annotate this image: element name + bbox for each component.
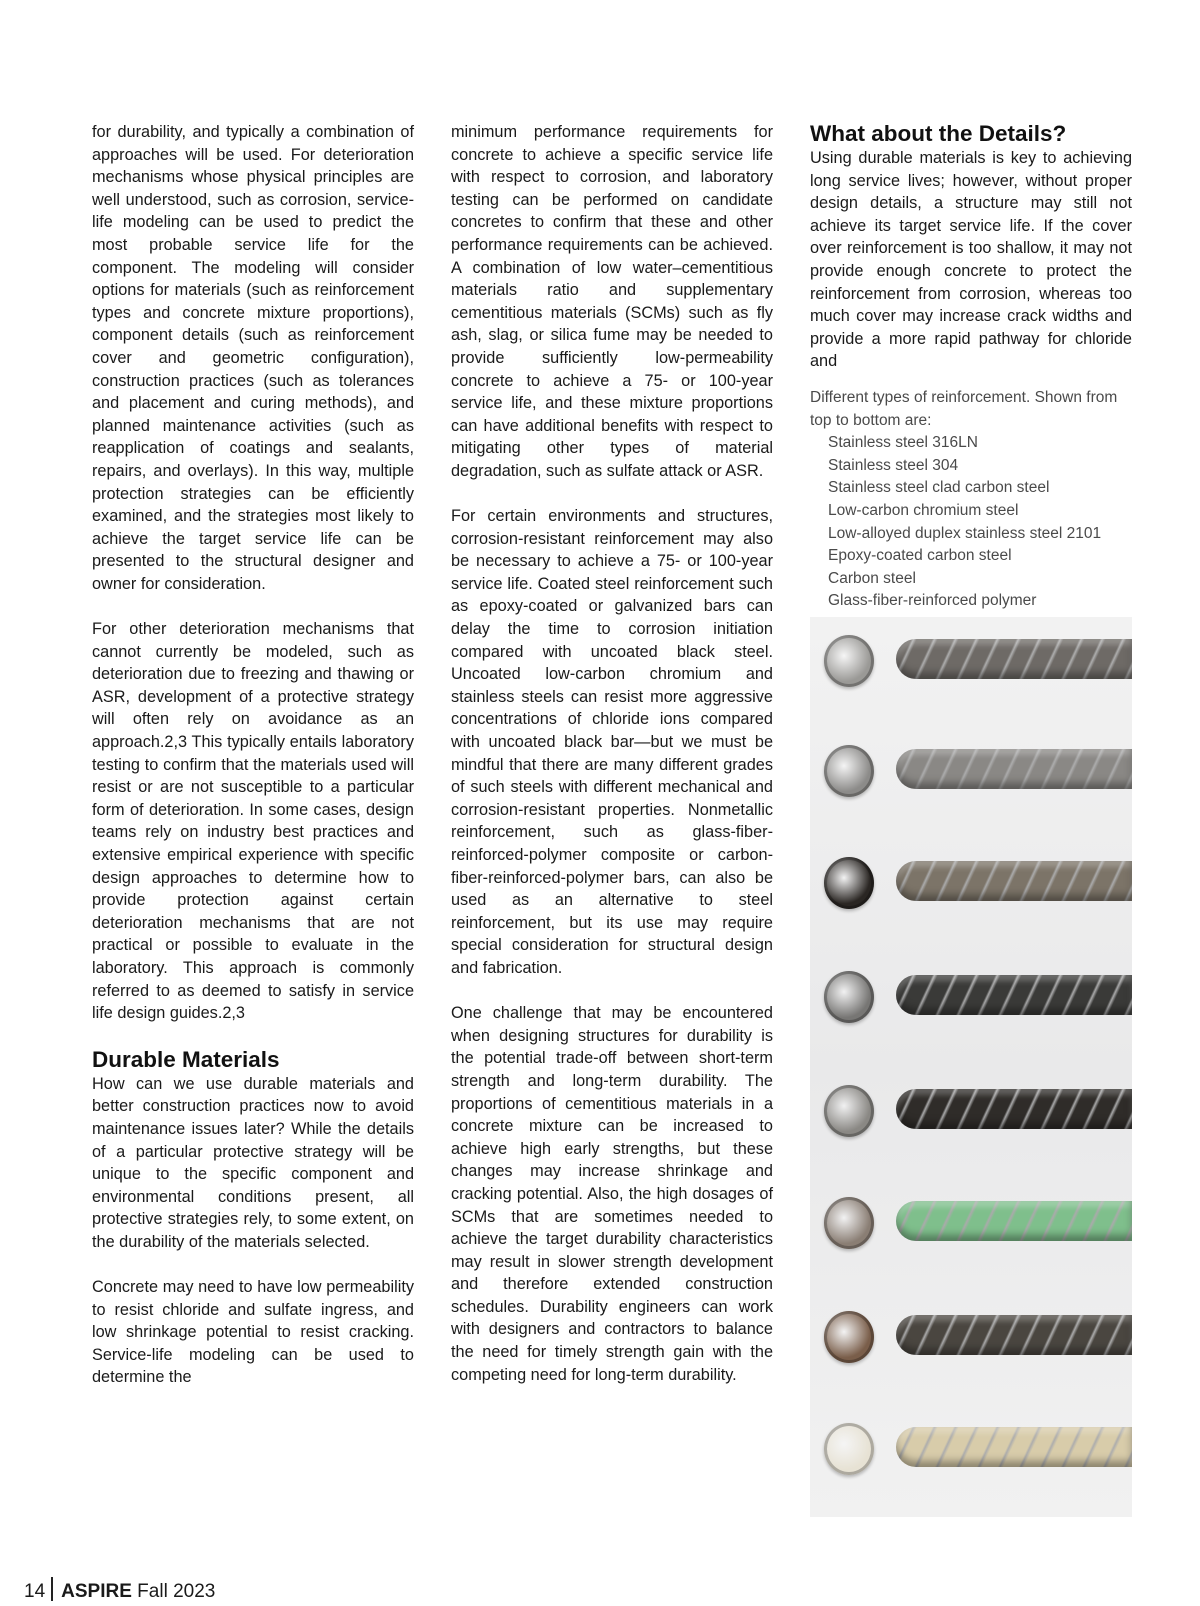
caption-item: Carbon steel <box>828 569 916 587</box>
bar-end <box>824 1085 874 1137</box>
paragraph: Using durable materials is key to achieving long service lives; however, without proper design details, a structure may still not achieve its target service life. If the cover over reinforcement is too shallow, it may not provide enough concrete to protect the reinforcement from corrosion, whereas too much cover may increase crack widths and provide a more rapid pathway for chloride and <box>810 149 1132 371</box>
paragraph: For certain environments and structures, corrosion-resistant reinforcement may also be necessary to achieve a 75- or 100-year service life. Coated steel reinforcement such as epoxy-coated or galvanized bars can delay the time to corrosion initiation compared with uncoated black steel. Uncoated low-carbon chromium and stainless steels can resist more aggressive concentrations of chloride ions compared with uncoated black bar—but we must be mindful that there are many different grades of such steels with different mechanical and corrosion-resistant properties. Nonmetallic reinforcement, such as glass-fiber-reinforced-polymer composite or carbon-fiber-reinforced-polymer bars, can also be used as an alternative to steel reinforcement, but its use may require special consideration for structural design and fabrication. <box>451 507 773 977</box>
caption-intro: Different types of reinforcement. Shown from top to bottom are: <box>810 388 1118 429</box>
bar-rod <box>896 639 1132 679</box>
caption-item: Low-alloyed duplex stainless steel 2101 <box>828 524 1102 542</box>
caption-item: Glass-fiber-reinforced polymer <box>828 592 1037 610</box>
paragraph: for durability, and typically a combination of approaches will be used. For deterioration mechanisms whose physical principles are well understood, such as corrosion, service-life modeling can be used to predict the most probable service life for the component. The modeling will consider options for materials (such as reinforcement types and concrete mixture proportions), component details (such as reinforcement cover and geometric configuration), construction practices (such as tolerances and placement and curing methods), and planned maintenance activities (such as reapplication of coatings and sealants, repairs, and overlays). In this way, multiple protection strategies can be efficiently examined, and the strategies most likely to achieve the target service life can be presented to the structural designer and owner for consideration. <box>92 123 414 593</box>
bar-duplex-2101 <box>810 1071 1132 1151</box>
bar-end <box>824 745 874 797</box>
bar-rod <box>896 861 1132 901</box>
publication-name: ASPIRE <box>61 1581 132 1602</box>
bar-rod <box>896 1427 1132 1467</box>
bar-epoxy-coated <box>810 1183 1132 1263</box>
caption-item: Stainless steel clad carbon steel <box>828 479 1050 497</box>
footer-divider <box>51 1577 53 1601</box>
text-column-1 <box>92 121 414 1389</box>
figure-caption <box>810 387 1132 613</box>
paragraph: For other deterioration mechanisms that cannot currently be modeled, such as deterioration due to freezing and thawing or ASR, development of a protective strategy will often rely on avoidance as an approach.2,3 This typically entails laboratory testing to confirm that the materials used will resist or are not susceptible to a particular form of deterioration. In some cases, design teams rely on industry best practices and extensive empirical experience with specific design approaches to determine how to provide protection against certain deterioration mechanisms that are not practical or possible to evaluate in the laboratory. This approach is commonly referred to as deemed to satisfy in service life design guides.2,3 <box>92 620 414 1023</box>
bar-rod <box>896 1315 1132 1355</box>
caption-item: Stainless steel 304 <box>828 456 959 474</box>
bar-rod <box>896 749 1132 789</box>
paragraph: minimum performance requirements for concrete to achieve a specific service life with respect to corrosion, and laboratory testing can be performed on candidate concretes to confirm that these and other performance requirements can be achieved. A combination of low water–cementitious materials ratio and supplementary cementitious materials (SCMs) such as fly ash, slag, or silica fume may be needed to provide sufficiently low-permeability concrete to achieve a 75- or 100-year service life, and these mixture proportions can have additional benefits with respect to mitigating other types of material degradation, such as sulfate attack or ASR. <box>451 123 773 480</box>
bar-end <box>824 635 874 687</box>
bar-end <box>824 971 874 1023</box>
bar-rod <box>896 1089 1132 1129</box>
caption-item: Epoxy-coated carbon steel <box>828 547 1012 565</box>
issue-label: Fall 2023 <box>137 1581 216 1602</box>
bar-stainless-clad <box>810 843 1132 923</box>
caption-list <box>810 432 1132 613</box>
section-heading-durable-materials: Durable Materials <box>92 1046 280 1072</box>
caption-item: Low-carbon chromium steel <box>828 501 1019 519</box>
bar-end <box>824 1311 874 1363</box>
section-heading-details: What about the Details? <box>810 121 1067 146</box>
text-column-2 <box>451 121 773 1386</box>
bar-end <box>824 1423 874 1475</box>
text-column-3 <box>810 121 1132 613</box>
bar-rod <box>896 975 1132 1015</box>
paragraph: How can we use durable materials and better construction practices now to avoid maintenance issues later? While the details of a particular protective strategy will be unique to the specific component and environmental conditions present, all protective strategies rely, to some extent, on the durability of the materials selected. <box>92 1074 414 1251</box>
bar-stainless-316ln <box>810 621 1132 701</box>
paragraph: Concrete may need to have low permeability to resist chloride and sulfate ingress, and low shrinkage potential to resist cracking. Service-life modeling can be used to determine the <box>92 1278 414 1387</box>
bar-stainless-304 <box>810 731 1132 811</box>
bar-carbon-steel <box>810 1297 1132 1377</box>
bar-end <box>824 857 874 909</box>
caption-item: Stainless steel 316LN <box>828 434 978 452</box>
bar-rod <box>896 1201 1132 1241</box>
bar-low-carbon-chromium <box>810 957 1132 1037</box>
reinforcement-bars-photo <box>810 617 1132 1517</box>
page-footer <box>24 1577 215 1603</box>
page-number: 14 <box>24 1581 46 1602</box>
bar-end <box>824 1197 874 1249</box>
paragraph: One challenge that may be encountered when designing structures for durability is the potential trade-off between short-term strength and long-term durability. The proportions of cementitious materials in a concrete mixture can be increased to achieve high early strengths, but these changes may increase shrinkage and cracking potential. Also, the high dosages of SCMs that are sometimes needed to achieve the target durability characteristics may result in slower strength development and therefore extended construction schedules. Durability engineers can work with designers and contractors to balance the need for timely strength gain with the competing need for long-term durability. <box>451 1004 773 1384</box>
bar-gfrp <box>810 1409 1132 1489</box>
